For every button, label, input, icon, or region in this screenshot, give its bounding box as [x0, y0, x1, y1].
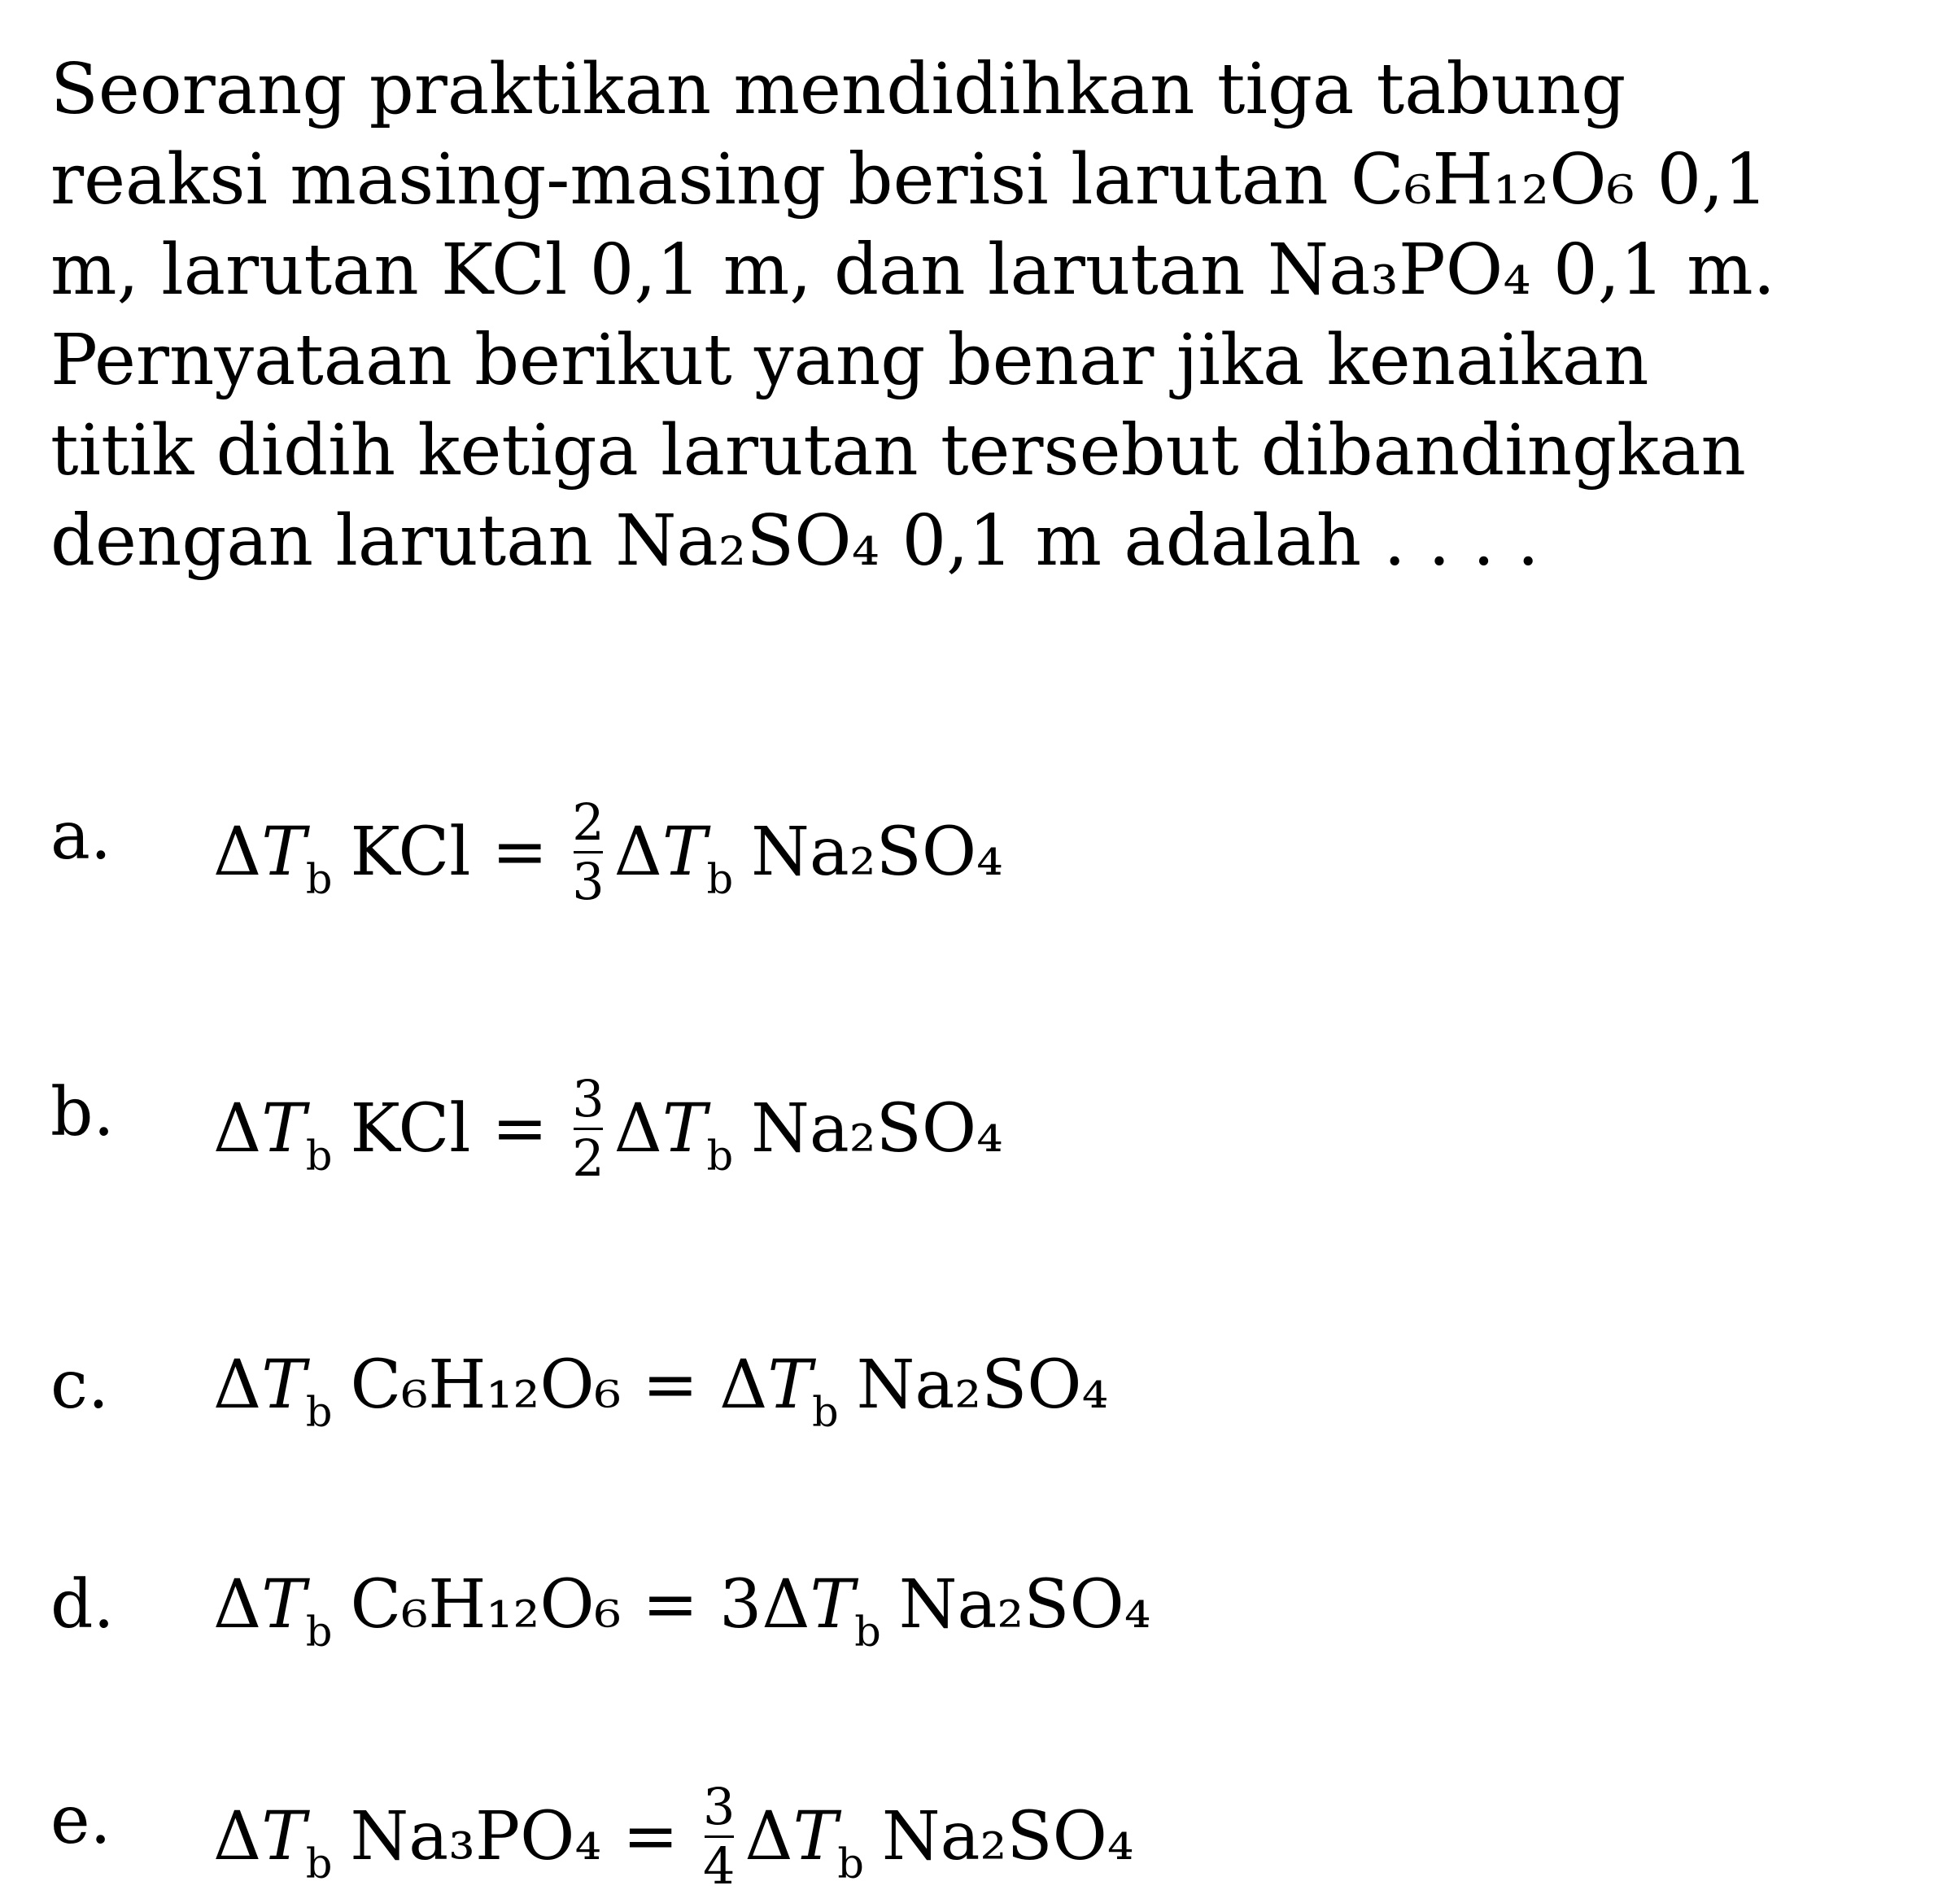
option-lhs-species: C₆H₁₂O₆: [350, 1566, 622, 1643]
option-expression: [213, 1347, 1109, 1436]
option-expression: [213, 1777, 1134, 1896]
coefficient: 3: [719, 1566, 762, 1643]
delta-t-b: $\Delta T_b$: [744, 1798, 864, 1888]
delta-t-b: $\Delta T_b$: [213, 814, 333, 903]
option-rhs-species: Na₂SO₄: [881, 1798, 1134, 1875]
question-line: Pernyataan berikut yang benar jika kenaikan: [50, 320, 1649, 401]
equals-sign: =: [622, 1798, 679, 1875]
delta-t-b: $\Delta T_b$: [613, 814, 734, 903]
option-letter: e.: [50, 1782, 111, 1859]
option-expression: [213, 1069, 1003, 1188]
option-letter: c.: [50, 1347, 109, 1424]
delta-t-b: $\Delta T_b$: [762, 1566, 881, 1656]
option-letter: a.: [50, 797, 111, 875]
delta-t-b: $\Delta T_b$: [613, 1090, 734, 1180]
question-line: m, larutan KCl 0,1 m, dan larutan Na₃PO₄ 0,1 m.: [50, 229, 1776, 311]
equals-sign: =: [491, 1090, 548, 1168]
option-letter: b.: [50, 1074, 115, 1151]
option-letter: d.: [50, 1566, 115, 1643]
option-rhs-species: Na₂SO₄: [856, 1347, 1109, 1424]
question-line: Seorang praktikan mendidihkan tiga tabung: [50, 49, 1626, 130]
fraction: [569, 792, 607, 911]
question-line: dengan larutan Na₂SO₄ 0,1 m adalah . . . .: [50, 500, 1539, 582]
equals-sign: =: [491, 814, 548, 891]
fraction-numerator: 2: [572, 792, 605, 852]
fraction: [700, 1777, 738, 1896]
question-line: reaksi masing-masing berisi larutan C₆H₁₂O₆ 0,1: [50, 139, 1769, 220]
option-rhs-species: Na₂SO₄: [751, 1090, 1003, 1168]
option-lhs-species: KCl: [350, 814, 471, 891]
option-rhs-species: Na₂SO₄: [898, 1566, 1151, 1643]
option-lhs-species: KCl: [350, 1090, 471, 1168]
option-lhs-species: Na₃PO₄: [350, 1798, 602, 1875]
option-rhs-species: Na₂SO₄: [751, 814, 1003, 891]
equals-sign: =: [642, 1347, 699, 1424]
option-expression: [213, 792, 1003, 911]
fraction-denominator: 2: [572, 1128, 605, 1188]
fraction-denominator: 3: [572, 852, 605, 911]
fraction: [569, 1069, 607, 1188]
delta-t-b: $\Delta T_b$: [719, 1347, 839, 1436]
delta-t-b: $\Delta T_b$: [213, 1347, 333, 1436]
delta-t-b: $\Delta T_b$: [213, 1090, 333, 1180]
question-line: titik didih ketiga larutan tersebut dibandingkan: [50, 410, 1746, 491]
fraction-numerator: 3: [572, 1069, 605, 1128]
delta-t-b: $\Delta T_b$: [213, 1566, 333, 1656]
equals-sign: =: [642, 1566, 699, 1643]
option-expression: [213, 1566, 1151, 1656]
fraction-denominator: 4: [702, 1836, 736, 1896]
option-lhs-species: C₆H₁₂O₆: [350, 1347, 622, 1424]
delta-t-b: $\Delta T_b$: [213, 1798, 333, 1888]
fraction-numerator: 3: [702, 1777, 736, 1836]
